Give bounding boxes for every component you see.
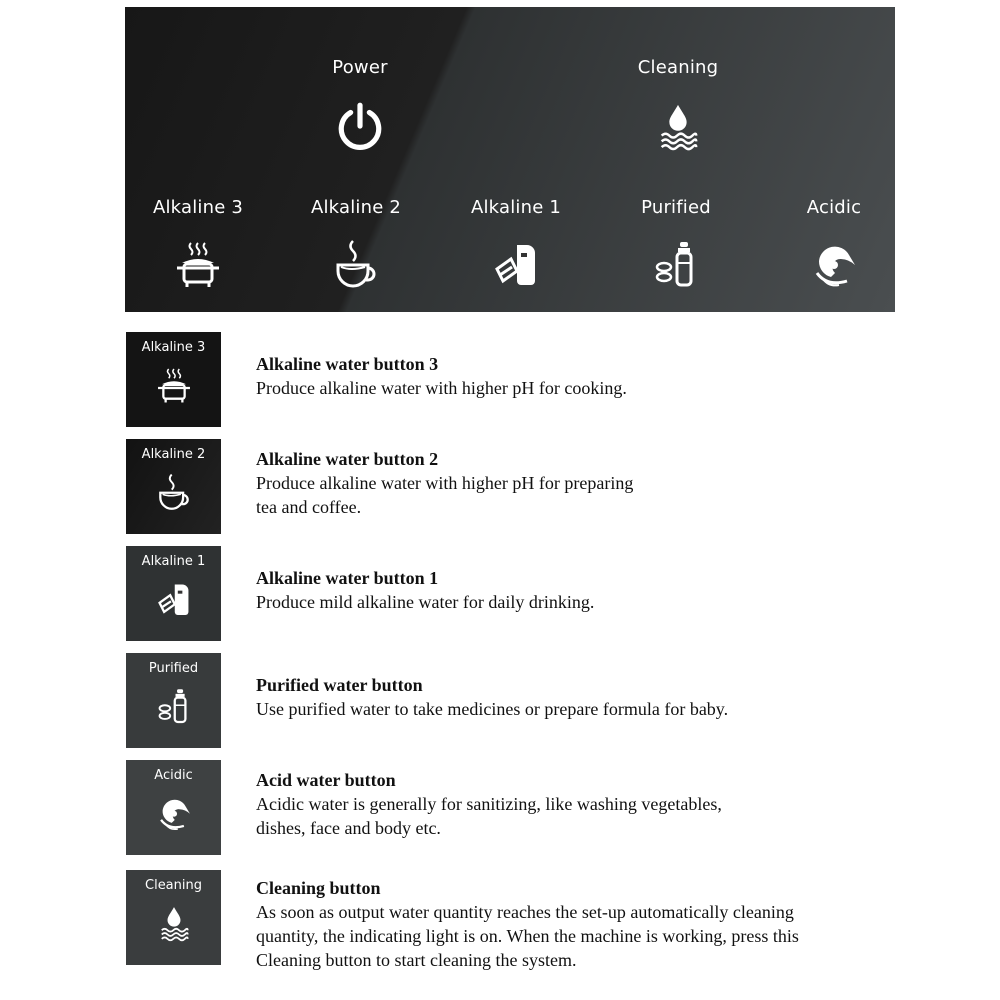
legend-text-line-2: quantity, the indicating light is on. When the machine is working, press this xyxy=(256,926,799,946)
alkaline-1-label: Alkaline 1 xyxy=(470,197,562,218)
alkaline-3-button[interactable] xyxy=(125,197,273,290)
power-button[interactable] xyxy=(285,57,435,152)
thumb-label: Purified xyxy=(148,661,199,676)
purified-label: Purified xyxy=(641,197,711,218)
alkaline-2-button[interactable] xyxy=(281,197,431,290)
legend-description xyxy=(256,768,896,840)
pouring-glass-icon xyxy=(155,579,193,619)
acidic-thumbnail xyxy=(126,760,221,855)
control-panel xyxy=(125,7,895,312)
thumb-label: Cleaning xyxy=(145,878,202,893)
power-label: Power xyxy=(332,57,388,78)
water-drop-waves-icon xyxy=(156,903,192,943)
alkaline-1-thumbnail xyxy=(126,546,221,641)
thumb-label: Alkaline 3 xyxy=(141,340,206,355)
purified-button[interactable] xyxy=(601,197,751,290)
legend-text-line-3: Cleaning button to start cleaning the system. xyxy=(256,950,577,970)
cleaning-label: Cleaning xyxy=(637,57,719,78)
washing-face-icon xyxy=(809,238,859,290)
legend-title: Alkaline water button 1 xyxy=(256,568,439,588)
legend-description xyxy=(256,673,896,721)
legend-title: Cleaning button xyxy=(256,878,381,898)
baby-bottle-pills-icon xyxy=(155,686,193,726)
legend-row-alkaline-2 xyxy=(0,439,1000,535)
legend-text-line-1: Produce alkaline water with higher pH for preparing xyxy=(256,473,634,493)
legend-row-purified xyxy=(0,653,1000,749)
thumb-label: Alkaline 1 xyxy=(141,554,206,569)
cleaning-thumbnail xyxy=(126,870,221,965)
legend-description xyxy=(256,876,896,972)
legend-row-acidic xyxy=(0,760,1000,856)
purified-thumbnail xyxy=(126,653,221,748)
acidic-label: Acidic xyxy=(806,197,862,218)
legend-description xyxy=(256,566,896,614)
legend-description xyxy=(256,352,896,400)
cleaning-button[interactable] xyxy=(603,57,753,152)
legend-text: Produce mild alkaline water for daily drinking. xyxy=(256,592,595,612)
legend-text-line-1: As soon as output water quantity reaches the set-up automatically cleaning xyxy=(256,902,794,922)
baby-bottle-pills-icon xyxy=(651,238,701,290)
alkaline-3-thumbnail xyxy=(126,332,221,427)
power-icon xyxy=(334,100,386,152)
cooking-pot-icon xyxy=(173,238,223,290)
legend-description xyxy=(256,447,896,519)
alkaline-2-label: Alkaline 2 xyxy=(310,197,402,218)
legend-text-line-2: tea and coffee. xyxy=(256,497,362,517)
washing-face-icon xyxy=(155,793,193,833)
cooking-pot-icon xyxy=(155,365,193,405)
legend-title: Acid water button xyxy=(256,770,396,790)
coffee-cup-icon xyxy=(155,472,193,512)
legend-text: Produce alkaline water with higher pH for cooking. xyxy=(256,378,627,398)
legend-row-cleaning xyxy=(0,870,1000,970)
legend-text-line-2: dishes, face and body etc. xyxy=(256,818,441,838)
pouring-glass-icon xyxy=(491,238,541,290)
legend-text-line-1: Acidic water is generally for sanitizing, like washing vegetables, xyxy=(256,794,722,814)
legend-row-alkaline-3 xyxy=(0,332,1000,428)
legend-title: Alkaline water button 2 xyxy=(256,449,439,469)
alkaline-3-label: Alkaline 3 xyxy=(152,197,244,218)
legend-title: Purified water button xyxy=(256,675,423,695)
legend-title: Alkaline water button 3 xyxy=(256,354,439,374)
water-drop-waves-icon xyxy=(654,100,702,152)
thumb-label: Acidic xyxy=(154,768,193,783)
legend-row-alkaline-1 xyxy=(0,546,1000,642)
legend-text: Use purified water to take medicines or prepare formula for baby. xyxy=(256,699,729,719)
alkaline-1-button[interactable] xyxy=(441,197,591,290)
acidic-button[interactable] xyxy=(759,197,895,290)
coffee-cup-icon xyxy=(331,238,381,290)
alkaline-2-thumbnail xyxy=(126,439,221,534)
thumb-label: Alkaline 2 xyxy=(141,447,206,462)
